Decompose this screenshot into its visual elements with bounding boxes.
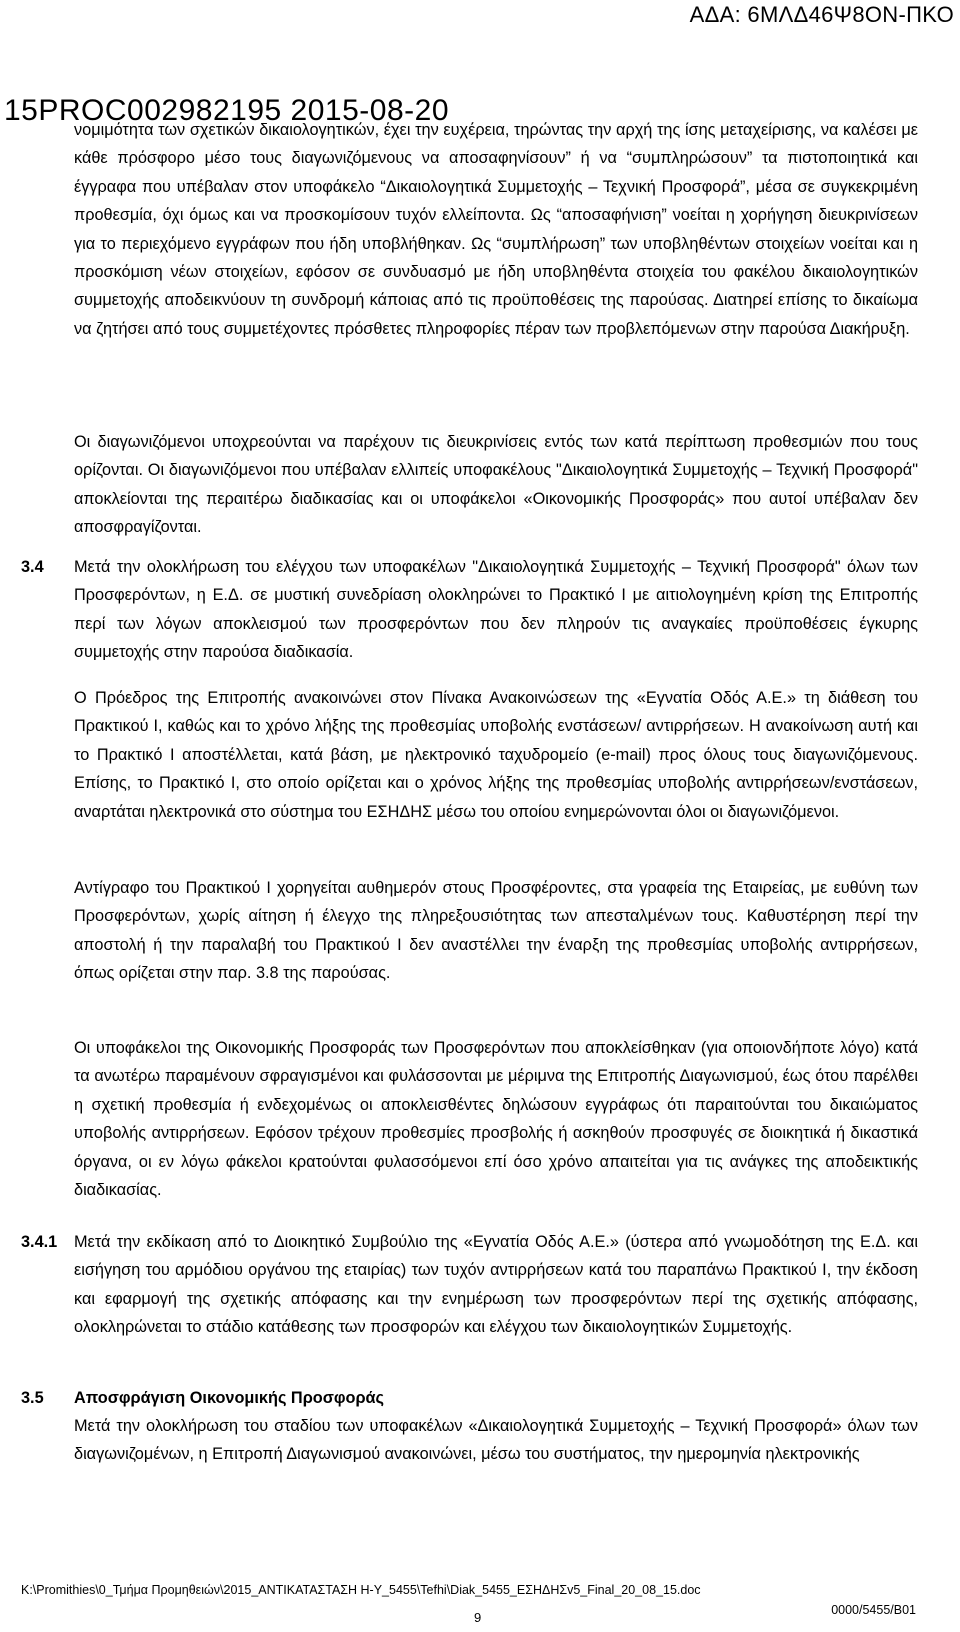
section-heading-3-5: Αποσφράγιση Οικονομικής Προσφοράς — [74, 1389, 384, 1407]
paragraph-clarifications: νομιμότητα των σχετικών δικαιολογητικών, έχει την ευχέρεια, τηρώντας την αρχή της ίσης μεταχείρισης, να καλέσει με κάθε πρόσφορο μέσο τους διαγωνιζόμενους να αποσαφηνίσουν” ή να “συμπληρώσουν” τα πιστοποιητικά και έγγραφα που υπέβαλαν στον υποφάκελο “Δικαιολογητικά Συμμετοχής – Τεχνική Προσφορά”, μέσα σε συγκεκριμένη προθεσμία, όχι όμως και να προσκομίσουν τυχόν ελλείποντα. Ως “αποσαφήνιση” νοείται η χορήγηση διευκρινίσεων για το περιεχόμενο εγγράφων που ήδη υποβλήθηκαν. Ως “συμπλήρωση” των υποβληθέντων στοιχείων νοείται και η προσκόμιση νέων στοιχείων, εφόσον σε συνδυασμό με ήδη υποβληθέντα στοιχεία του φακέλου δικαιολογητικών συμμετοχής αποδεικνύουν τη συνδρομή κάποιας από τις προϋποθέσεις της παρούσας. Διατηρεί επίσης το δικαίωμα να ζητήσει από τους συμμετέχοντες πρόσθετες πληροφορίες πέραν των προβλεπόμενων στην παρούσα Διακήρυξη. — [74, 121, 918, 338]
section-number-3-4-1: 3.4.1 — [21, 1233, 58, 1251]
page-number: 9 — [474, 1610, 482, 1625]
footer-document-code: 0000/5455/B01 — [831, 1603, 916, 1617]
paragraph-3-4-sealed-envelopes: Οι υποφάκελοι της Οικονομικής Προσφοράς των Προσφερόντων που αποκλείσθηκαν (για οποιονδήποτε λόγο) κατά τα ανωτέρω παραμένουν σφραγισμένοι και φυλάσσονται με μέριμνα της Επιτροπής Διαγωνισμού, έως ότου παρέλθει η σχετική προθεσμία ή ενδεχομένως οι αποκλεισθέντες δηλώσουν εγγράφως ότι παραιτούνται του δικαιώματος υποβολής αντιρρήσεων. Εφόσον τρέχουν προθεσμίες προσβολής ή ασκηθούν προσφυγές σε διοικητικά ή δικαστικά όργανα, οι εν λόγω φάκελοι κρατούνται φυλασσόμενοι επί όσο χρόνο απαιτείται για τις ανάγκες της αποδεικτικής διαδικασίας. — [74, 1039, 918, 1200]
paragraph-3-4-protocol-1: Μετά την ολοκλήρωση του ελέγχου των υποφακέλων "Δικαιολογητικά Συμμετοχής – Τεχνική Προσφορά" όλων των Προσφερόντων, η Ε.Δ. σε μυστική συνεδρίαση ολοκληρώνει το Πρακτικό Ι με αιτιολογημένη κρίση της Επιτροπής περί των λόγων αποκλεισμού των προσφερόντων που δεν πληρούν τις αναγκαίες προϋποθέσεις έγκυρης συμμετοχής στην παρούσα διαδικασία. — [74, 558, 918, 662]
paragraph-3-4-announcement: Ο Πρόεδρος της Επιτροπής ανακοινώνει στον Πίνακα Ανακοινώσεων της «Εγνατία Οδός Α.Ε.» τη διάθεση του Πρακτικού Ι, καθώς και το χρόνο λήξης της προθεσμίας υποβολής ενστάσεων/ αντιρρήσεων. Η ανακοίνωση αυτή και το Πρακτικό Ι αποστέλλεται, κατά βάση, με ηλεκτρονικό ταχυδρομείο (e-mail) προς όλους τους διαγωνιζόμενους. Επίσης, το Πρακτικό Ι, στο οποίο ορίζεται και ο χρόνος λήξης της προθεσμίας υποβολής αντιρρήσεων/ενστάσεων, αναρτάται ηλεκτρονικά στο σύστημα του ΕΣΗΔΗΣ μέσω του οποίου ενημερώνονται όλοι οι διαγωνιζόμενοι. — [74, 689, 918, 821]
section-number-3-5: 3.5 — [21, 1389, 44, 1407]
document-code-stamp: 15PROC002982195 2015-08-20 — [4, 94, 449, 127]
paragraph-3-5: Μετά την ολοκλήρωση του σταδίου των υποφακέλων «Δικαιολογητικά Συμμετοχής – Τεχνική Προσφορά» όλων των διαγωνιζομένων, η Επιτροπή Διαγωνισμού ανακοινώνει, μέσω του συστήματος, την ημερομηνία ηλεκτρονικής — [74, 1417, 918, 1464]
footer-file-path: K:\Promithies\0_Τμήμα Προμηθειών\2015_ΑΝΤΙΚΑΤΑΣΤΑΣΗ Η-Υ_5455\Tefhi\Diak_5455_ΕΣΗΔΗΣv5_Final_20_08_15.doc — [21, 1583, 701, 1597]
paragraph-3-4-1: Μετά την εκδίκαση από το Διοικητικό Συμβούλιο της «Εγνατία Οδός Α.Ε.» (ύστερα από γνωμοδότηση της Ε.Δ. και εισήγηση του αρμόδιου οργάνου της εταιρίας) των τυχόν αντιρρήσεων κατά του παραπάνω Πρακτικού Ι, την έκδοση και εφαρμογή της σχετικής απόφασης και την ενημέρωση των προσφερόντων περί της σχετικής απόφασης, ολοκληρώνεται το στάδιο κατάθεσης των προσφορών και ελέγχου των δικαιολογητικών Συμμετοχής. — [74, 1233, 918, 1337]
section-number-3-4: 3.4 — [21, 558, 44, 576]
ada-header: ΑΔΑ: 6ΜΛΔ46Ψ8ΟΝ-ΠΚΟ — [689, 2, 954, 27]
paragraph-obligations: Οι διαγωνιζόμενοι υποχρεούνται να παρέχουν τις διευκρινίσεις εντός των κατά περίπτωση προθεσμιών που τους ορίζονται. Οι διαγωνιζόμενοι που υπέβαλαν ελλιπείς υποφακέλους "Δικαιολογητικά Συμμετοχής – Τεχνική Προσφορά" αποκλείονται της περαιτέρω διαδικασίας και οι υποφάκελοι «Οικονομικής Προσφοράς» που αυτοί υπέβαλαν δεν αποσφραγίζονται. — [74, 433, 918, 537]
paragraph-3-4-copy: Αντίγραφο του Πρακτικού Ι χορηγείται αυθημερόν στους Προσφέροντες, στα γραφεία της Εταιρείας, με ευθύνη των Προσφερόντων, χωρίς αίτηση ή έλεγχο της πληρεξουσιότητας των απεσταλμένων τους. Καθυστέρηση περί την αποστολή ή την παραλαβή του Πρακτικού Ι δεν αναστέλλει την έναρξη της προθεσμίας υποβολής αντιρρήσεων, όπως ορίζεται στην παρ. 3.8 της παρούσας. — [74, 879, 918, 983]
